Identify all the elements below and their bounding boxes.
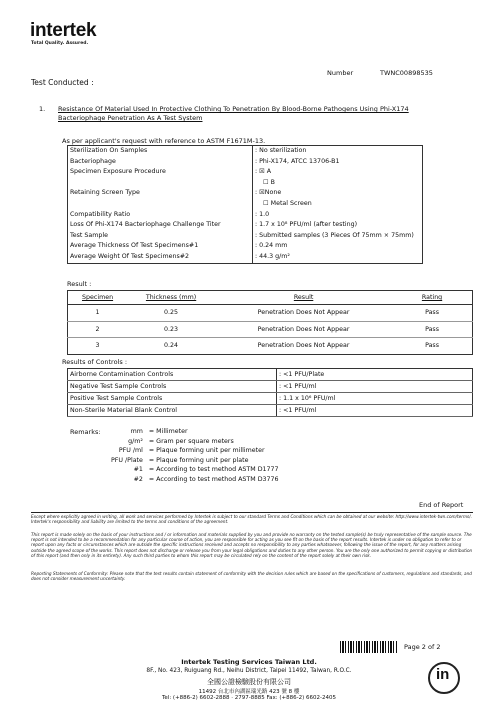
remark-row [108, 456, 282, 466]
number-value: TWNC00898535 [380, 69, 433, 77]
spec-row [68, 199, 423, 210]
page-number: Page 2 of 2 [404, 643, 441, 651]
control-row [68, 393, 473, 405]
spec-value: : ☒ A [255, 168, 272, 176]
col-thickness: Thickness (mm) [127, 291, 215, 305]
remark-value: = According to test method ASTM D1777 [148, 466, 279, 474]
control-row [68, 381, 473, 393]
control-label: Positive Test Sample Controls [68, 393, 277, 405]
section-title-line1: Resistance Of Material Used In Protective Clothing To Penetration By Blood-Borne Pathogens Using Phi-X174 [58, 105, 409, 113]
controls-label: Results of Controls : [62, 358, 128, 366]
spec-label: Specimen Exposure Procedure [68, 167, 253, 178]
control-value: : <1 PFU/Plate [277, 369, 473, 381]
result-cell: 1 [68, 305, 128, 322]
spec-row [68, 220, 423, 231]
spec-value: : 1.7 x 10⁸ PFU/ml (after testing) [255, 221, 358, 229]
spec-row [68, 146, 423, 157]
end-of-report: End of Report [419, 501, 464, 509]
table-row [68, 338, 473, 355]
remark-row [108, 446, 282, 456]
footer-company-zh: 全國公證檢驗股份有限公司 [207, 678, 291, 686]
controls-table [67, 368, 473, 417]
divider [31, 512, 473, 513]
section-intro: As per applicant's request with reference to ASTM F1671M-13. [62, 137, 266, 145]
result-table [67, 290, 473, 355]
result-cell: Penetration Does Not Appear [215, 305, 392, 322]
remark-key: g/m² [128, 437, 143, 445]
result-cell: 2 [68, 321, 128, 338]
control-label: Airborne Contamination Controls [68, 369, 277, 381]
spec-label [68, 199, 253, 210]
spec-label [68, 178, 253, 189]
spec-value: ☐ B [263, 178, 275, 186]
remark-value: = Gram per square meters [148, 437, 234, 445]
spec-label: Bacteriophage [68, 157, 253, 168]
result-cell: Pass [392, 338, 472, 355]
spec-row [68, 231, 423, 242]
result-cell: Penetration Does Not Appear [215, 338, 392, 355]
remark-row [108, 465, 282, 475]
spec-row [68, 188, 423, 199]
footer-company: Intertek Testing Services Taiwan Ltd. [181, 658, 317, 666]
control-value: : <1 PFU/ml [277, 381, 473, 393]
spec-label: Compatibility Ratio [68, 210, 253, 221]
spec-value: : 1.0 [255, 210, 270, 218]
control-label: Negative Test Sample Controls [68, 381, 277, 393]
spec-row [68, 167, 423, 178]
spec-label: Average Weight Of Test Specimens#2 [68, 252, 253, 263]
disclaimer-conformity: Reporting Statements of Conformity: Please note that the test results contain statement of conformity with the decision rules which are based on the specifications of customers, regulations and standards, and does not consider measurement uncertainty. [31, 571, 472, 582]
result-cell: Pass [392, 321, 472, 338]
result-label: Result : [67, 280, 92, 288]
footer-tel: Tel: (+886-2) 6602-2888 · 2797-8885 Fax: (+886-2) 6602-2405 [161, 695, 336, 701]
control-row [68, 405, 473, 417]
remarks-table [108, 427, 282, 485]
spec-value: : Submitted samples (3 Pieces Of 75mm × 75mm) [255, 231, 414, 239]
table-row [68, 321, 473, 338]
remark-key: #1 [133, 466, 143, 474]
result-cell: 0.23 [127, 321, 215, 338]
result-cell: Penetration Does Not Appear [215, 321, 392, 338]
col-rating: Rating [392, 291, 472, 305]
spec-row [68, 157, 423, 168]
remark-value: = Millimeter [148, 428, 188, 435]
spec-row [68, 241, 423, 252]
remark-row [108, 437, 282, 447]
spec-label: Loss Of Phi-X174 Bacteriophage Challenge Titer [68, 220, 253, 231]
test-conducted-label: Test Conducted : [31, 78, 94, 87]
spec-label: Average Thickness Of Test Specimens#1 [68, 241, 253, 252]
remark-row [108, 427, 282, 437]
result-cell: 0.24 [127, 338, 215, 355]
section-index: 1. [39, 105, 46, 113]
spec-label: Test Sample [68, 231, 253, 242]
result-cell: 0.25 [127, 305, 215, 322]
remark-key: #2 [133, 475, 143, 483]
spec-value: ☐ Metal Screen [263, 199, 312, 207]
table-row [68, 305, 473, 322]
remark-row [108, 475, 282, 485]
col-result: Result [215, 291, 392, 305]
spec-value: : 0.24 mm [255, 242, 288, 250]
control-value: : 1.1 x 10⁶ PFU/ml [277, 393, 473, 405]
result-cell: Pass [392, 305, 472, 322]
remark-value: = Plaque forming unit per plate [148, 456, 249, 464]
spec-value: : Phi-X174, ATCC 13706-B1 [255, 157, 340, 165]
footer-address: 8F., No. 423, Ruiguang Rd., Neihu District, Taipei 11492, Taiwan, R.O.C. [146, 668, 352, 674]
spec-value: : ☒None [255, 189, 282, 197]
remark-value: = According to test method ASTM D3776 [148, 475, 279, 483]
remark-key: PFU /Plate [111, 456, 143, 464]
intertek-logo: intertek [30, 20, 97, 41]
col-specimen: Specimen [68, 291, 128, 305]
spec-label: Retaining Screen Type [68, 188, 253, 199]
spec-row [68, 178, 423, 189]
spec-label: Sterilization On Samples [68, 146, 253, 157]
section-title-line2: Bacteriophage Penetration As A Test System [58, 114, 203, 122]
control-label: Non-Sterile Material Blank Control [68, 405, 277, 417]
spec-row [68, 210, 423, 221]
certification-mark-glyph-icon: in [436, 666, 450, 683]
disclaimer-terms: Except where explicitly agreed in writing, all work and services performed by Intertek is subject to our standard Terms and Conditions which can be obtained at our website: http://www.intertek-twn.com/terms/. Intertek's responsibility and liability are limited to the terms and conditions of the agreement. [31, 514, 472, 525]
spec-value: : No sterilization [255, 147, 307, 154]
disclaimer-report: This report is made solely on the basis of your instructions and / or information and materials supplied by you and provide no warranty on the tested sample(s) be truly representative of the sample source. The report is not intended to be a recommendation for any particular course of action, you are responsible for acting as you see fit on the basis of the report results. Intertek is under no obligation to refer to or report upon any facts or circumstances which are outside the specific instructions received and accepts no responsibility to any parties whatsoever, following the issue of the report, for any matters arising outside the agreed scope of the works. This report does not discharge or release you from your legal obligations and duties to any other person. You are the only one authorized to permit copying or distribution of this report (and then only in its entirety). Any such third parties to whom this report may be circulated rely on the content of the report solely at their own risk. [31, 532, 473, 558]
control-value: : <1 PFU/ml [277, 405, 473, 417]
spec-row [68, 252, 423, 263]
spec-value: : 44.3 g/m² [255, 252, 290, 260]
remark-value: = Plaque forming unit per millimeter [148, 447, 265, 455]
remark-key: PFU /ml [118, 447, 143, 455]
spec-table [67, 145, 423, 264]
barcode [340, 641, 398, 653]
control-row [68, 369, 473, 381]
footer-address-zh: 11492 台北市內湖區瑞光路 423 號 8 樓 [198, 689, 300, 695]
remark-key: mm [130, 428, 143, 435]
number-label: Number [327, 69, 354, 77]
result-cell: 3 [68, 338, 128, 355]
logo-tagline: Total Quality. Assured. [31, 41, 89, 46]
remarks-label: Remarks: [70, 428, 101, 436]
